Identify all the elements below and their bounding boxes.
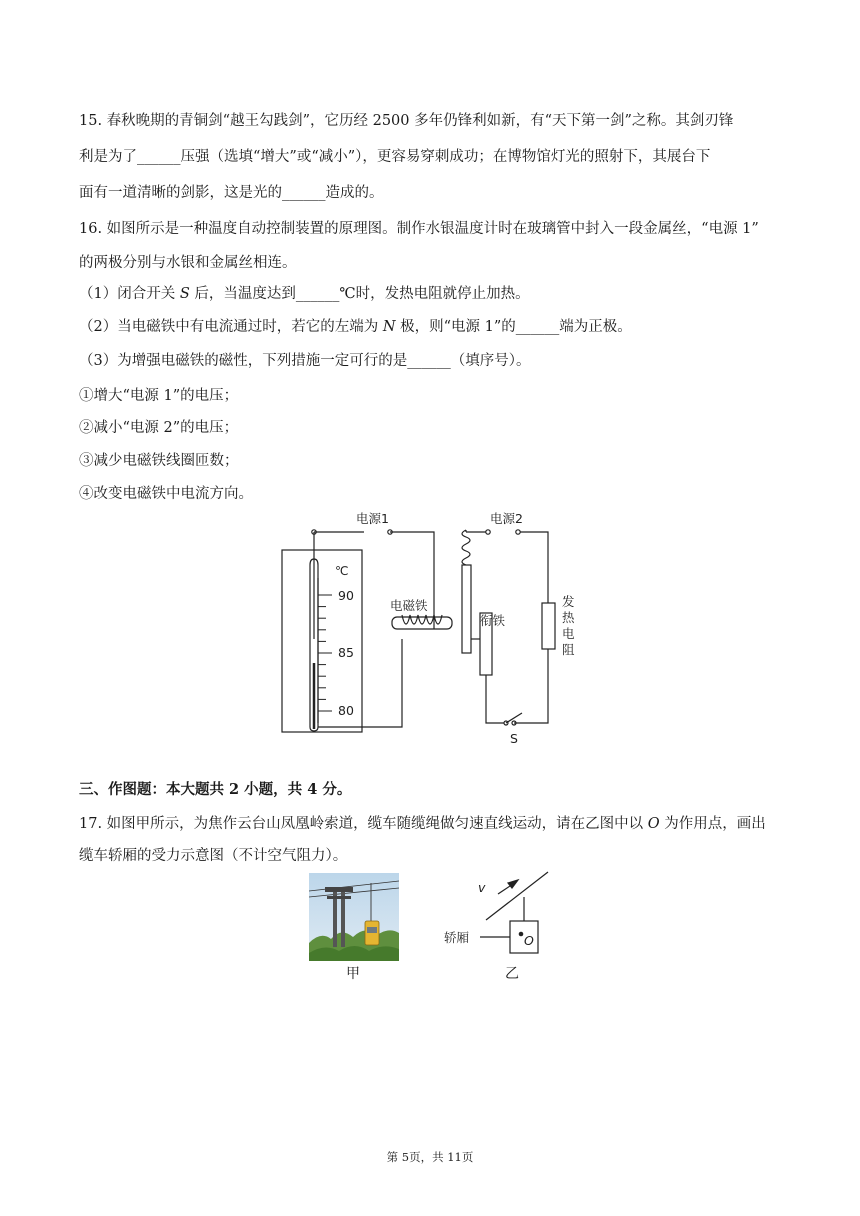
- armature-label: 衔铁: [480, 613, 506, 628]
- caption-jia: 甲: [346, 966, 360, 982]
- power-1-label: 电源1: [356, 511, 389, 526]
- q16-circuit-diagram: [270, 503, 600, 748]
- spring: [462, 530, 470, 565]
- q15-line-3: 面有一道清晰的剑影，这是光的______造成的。: [79, 185, 384, 201]
- cabin-label: 轿厢: [444, 930, 470, 945]
- velocity-label: v: [478, 880, 486, 895]
- electromagnet-core: [392, 617, 452, 629]
- q16-option-4: ④改变电磁铁中电流方向。: [79, 486, 253, 502]
- heater-label-2: 热: [562, 610, 575, 625]
- switch-label: S: [510, 731, 518, 746]
- electromagnet-label: 电磁铁: [390, 598, 428, 613]
- q16-sub-1-var: S: [179, 286, 190, 302]
- q17-line-1-var: O: [647, 816, 660, 832]
- q17-line-1-a: 17. 如图甲所示，为焦作云台山凤凰岭索道，缆车随缆绳做匀速直线运动，请在乙图中以: [79, 816, 648, 832]
- electromagnet-coil: [402, 615, 442, 624]
- section-3-heading: 三、作图题：本大题共 2 小题，共 4 分。: [79, 781, 352, 798]
- q16-sub-3: （3）为增强电磁铁的磁性，下列措施一定可行的是______（填序号）。: [79, 353, 531, 369]
- q16-line-2: 的两极分别与水银和金属丝相连。: [79, 255, 297, 271]
- q16-option-2: ②减小“电源 2”的电压；: [79, 420, 239, 436]
- tick-label-80: 80: [338, 703, 354, 718]
- q16-option-3: ③减少电磁铁线圈匝数；: [79, 453, 239, 469]
- thermometer-unit: ℃: [335, 564, 349, 578]
- q17-line-1-b: 为作用点，画出: [659, 816, 766, 832]
- q16-sub-1-a: （1）闭合开关: [79, 286, 180, 302]
- q17-line-2: 缆车轿厢的受力示意图（不计空气阻力）。: [79, 848, 348, 864]
- q16-option-1: ①增大“电源 1”的电压；: [79, 388, 239, 404]
- power-2-label: 电源2: [490, 511, 523, 526]
- tick-label-90: 90: [338, 588, 354, 603]
- page-footer: 第 5页，共 11页: [386, 1150, 474, 1164]
- point-o-label: O: [524, 933, 534, 948]
- heater-label-1: 发: [562, 594, 575, 609]
- cable-car-photo: [309, 873, 399, 961]
- q16-sub-2-var: N: [382, 319, 396, 335]
- cable-line: [486, 872, 548, 920]
- heater-label-4: 阻: [562, 642, 575, 657]
- armature: [462, 565, 471, 653]
- q16-line-1: 16. 如图所示是一种温度自动控制装置的原理图。制作水银温度计时在玻璃管中封入一段金属丝，“电源 1”: [79, 221, 759, 237]
- heater-resistor: [542, 603, 555, 649]
- q17-line-1: [79, 814, 789, 834]
- q16-sub-2-a: （2）当电磁铁中有电流通过时，若它的左端为: [79, 319, 383, 335]
- caption-yi: 乙: [505, 966, 519, 982]
- q16-sub-2: [79, 317, 789, 337]
- heater-label-3: 电: [562, 626, 575, 641]
- q15-line-1: 15. 春秋晚期的青铜剑“越王勾践剑”，它历经 2500 多年仍锋利如新，有“天下第一剑”之称。其剑刃锋: [79, 113, 734, 129]
- q16-sub-1-b: 后，当温度达到______℃时，发热电阻就停止加热。: [189, 286, 530, 302]
- q16-sub-1: [79, 284, 789, 304]
- force-diagram: [442, 870, 562, 962]
- q15-line-2: 利是为了______压强（选填“增大”或“减小”），更容易穿刺成功；在博物馆灯光的照射下，其展台下: [79, 149, 711, 165]
- tick-label-85: 85: [338, 645, 354, 660]
- q16-sub-2-b: 极，则“电源 1”的______端为正极。: [395, 319, 632, 335]
- point-o-dot: [519, 932, 524, 937]
